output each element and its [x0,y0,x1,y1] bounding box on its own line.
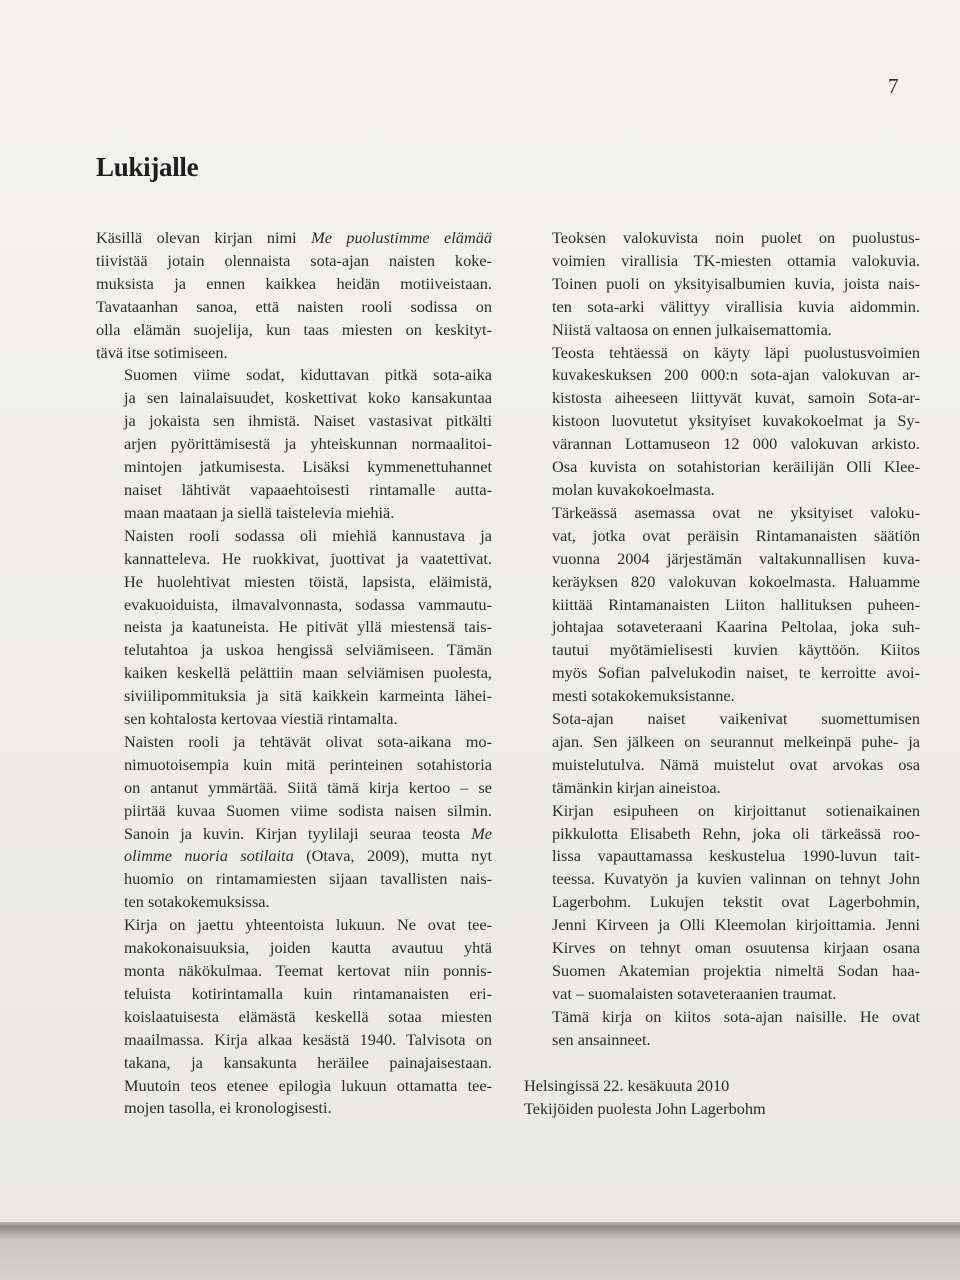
text-line: sen ansainneet. [552,1029,651,1049]
text-line: ja jokaista sen ihmistä. Naiset vastasivat pitkälti [124,411,492,431]
text-line: tiivistää jotain olennaista sota-ajan naisten koke- [96,250,492,270]
text-line: Käsillä olevan kirjan nimi Me puolustimme elämää [96,228,492,247]
text-line: kistoon luovutetut yksityiset kuvakokoelmat ja Sy- [552,411,920,431]
text-line: vat – suomalaisten sotaveteraanien traumat. [552,983,837,1003]
text-line: voimien virallisia TK-miesten ottamia valokuvia. [552,250,920,270]
text-line: Sota-ajan naiset vaikenivat suomettumisen [552,709,920,729]
right-text-body [524,227,920,1052]
text-line: sen kohtalosta kertovaa viestiä rintamalta. [124,709,398,729]
text-line: naiset lähtivät vapaaehtoisesti rintamalle autta- [124,479,492,499]
paragraph [96,914,492,1120]
text-line: keräyksen 820 valokuvan kokoelmasta. Haluamme [552,571,920,591]
text-line: Jenni Kirveen ja Olli Kleemolan kirjoittamia. Jenni [552,915,920,935]
paragraph [524,800,920,1006]
chapter-heading: Lukijalle [96,152,199,182]
page-edge-shadow [0,1222,960,1280]
text-line: Naisten rooli sodassa oli miehiä kannustava ja [124,525,492,545]
text-line: teluista kotirintamalla kuin rintamanaisten eri- [124,983,492,1003]
text-line: maan maataan ja siellä taistelevia miehiä. [124,502,395,522]
text-line: kistosta aiheeseen liittyvät kuvat, samoin Sota-ar- [552,388,920,408]
paragraph [524,227,920,342]
text-line: Niistä valtaosa on ennen julkaisemattomia. [552,319,832,339]
text-line: tävä itse sotimiseen. [96,342,228,362]
text-line: olla elämän suojelija, kun taas miesten on keskityt- [96,319,492,339]
text-line: Lagerbohm. Lukujen tekstit ovat Lagerbohmin, [552,892,920,912]
text-line: Sanoin ja kuvin. Kirjan tyylilaji seuraa teosta Me [124,823,492,843]
text-line: vat, jotka ovat peräisin Rintamanaisten säätiön [552,525,920,545]
right-text-column [524,227,920,1120]
text-line: Teosta tehtäessä on käyty läpi puolustusvoimien [552,342,920,362]
text-line: takana, ja kansakunta heräilee painajaisestaan. [124,1052,492,1072]
text-line: ten sotakokemuksissa. [124,892,270,912]
text-line: ja sen lainalaisuudet, koskettivat koko kansakuntaa [124,388,492,408]
text-line: siviilipommituksia ja sitä kaikkein karmeinta lähei- [124,686,492,706]
text-line: Naisten rooli ja tehtävät olivat sota-aikana mo- [124,731,492,751]
text-line: mintojen jatkumisesta. Lisäksi kymmenettuhannet [124,457,492,477]
text-line: kannatteleva. He ruokkivat, juottivat ja vaatettivat. [124,548,492,568]
signature-place-date: Helsingissä 22. kesäkuuta 2010 [524,1075,730,1095]
text-line: Suomen viime sodat, kiduttavan pitkä sota-aika [124,365,492,385]
paragraph [96,731,492,914]
text-line: mesti sotakokemuksistanne. [552,686,735,706]
text-line: telutahtoa ja uskoa hengissä selviämiseen. Tämän [124,640,492,660]
text-line: on antanut ymmärtää. Siitä tämä kirja kertoo – se [124,777,492,797]
text-line: kuvakeskuksen 200 000:n sota-ajan valokuvan ar- [552,365,920,385]
text-line: tämänkin kirjan aineistoa. [552,777,721,797]
text-line: Toinen puoli on yksityisalbumien kuvia, joista nais- [552,273,920,293]
text-line: monta näkökulmaa. Teemat kertovat niin ponnis- [124,961,492,980]
italic-title: Me [471,823,492,843]
text-line: He huolehtivat miesten töistä, lapsista, eläimistä, [124,571,492,591]
text-line: makokonaisuuksia, joiden kautta avautuu yhtä [124,938,492,958]
text-line: huomio on rintamamiesten sijaan tavallisten nais- [124,869,492,889]
text-line: ajan. Sen jälkeen on seurannut melkeinpä puhe- ja [552,731,920,751]
text-line: Kirja on jaettu yhteentoista lukuun. Ne ovat tee- [124,915,492,935]
text-line: pikkulotta Elisabeth Rehn, joka oli tärkeässä roo- [552,823,920,843]
paragraph [524,1006,920,1052]
paragraph [524,708,920,800]
paragraph [96,227,492,364]
text-line: teessa. Kuvatyön ja kuvien valinnan on tehnyt John [552,869,920,889]
text-line: Tärkeässä asemassa ovat ne yksityiset valoku- [552,502,920,522]
text-line: olimme nuoria sotilaita (Otava, 2009), mutta nyt [124,846,492,866]
paragraph [524,342,920,502]
page-number: 7 [888,74,899,98]
italic-title: olimme nuoria sotilaita [124,846,294,866]
text-line: evakuoiduista, ilmavalvonnasta, sodassa vammautu- [124,594,492,614]
text-line: Kirjan esipuheen on kirjoittanut sotienaikainen [552,800,920,820]
text-line: molan kuvakokoelmasta. [552,479,715,499]
signature-block [524,1075,920,1121]
text-line: Muutoin teos etenee epilogia lukuun ottamatta tee- [124,1075,492,1095]
paragraph [96,525,492,731]
paragraph [524,502,920,708]
italic-title: Me puolustimme elämää [311,228,492,247]
text-line: tautui myötämielisesti kuvien käyttöön. Kiitos [552,640,920,660]
text-line: Tämä kirja on kiitos sota-ajan naisille. He ovat [552,1006,920,1026]
text-line: Suomen Akatemian projektia nimeltä Sodan haa- [552,961,920,980]
text-line: kaiken keskellä pelättiin maan selviämisen puolesta, [124,663,492,683]
signature-author: Tekijöiden puolesta John Lagerbohm [524,1098,766,1118]
text-line: Osa kuvista on sotahistorian keräilijän Olli Klee- [552,457,920,477]
text-line: johtajaa sotaveteraani Kaarina Peltolaa, joka suh- [552,617,920,637]
text-line: nimuotoisempia kuin mitä perinteinen sotahistoria [124,754,492,774]
text-line: koislaatuisesta elämästä keskellä sotaa miesten [124,1006,492,1026]
text-line: mojen tasolla, ei kronologisesti. [124,1098,332,1118]
text-line: neista ja kaatuneista. He pitivät yllä miestensä tais- [124,617,492,637]
text-line: ten sota-arki välittyy virallisia kuvia aidommin. [552,296,920,316]
text-line: arjen pyörittämisestä ja yhteiskunnan normaalitoi- [124,434,492,454]
left-text-column [96,227,492,1120]
text-line: muksista ja ennen kaikkea heidän motiiveistaan. [96,273,492,293]
text-line: kiittää Rintamanaisten Liiton hallituksen puheen- [552,594,920,614]
text-line: maailmassa. Kirja alkaa kesästä 1940. Talvisota on [124,1029,492,1049]
text-line: Teoksen valokuvista noin puolet on puolustus- [552,228,920,247]
text-line: Kirves on tehnyt oman osuutensa kirjaan osana [552,938,920,958]
text-line: muistelutulva. Nämä muistelut ovat arvokas osa [552,754,920,774]
text-line: värannan Lottamuseon 12 000 valokuvan arkisto. [552,434,920,454]
text-line: lissa vapauttamassa keskustelua 1990-luvun tait- [552,846,920,866]
text-line: Tavataanhan sanoa, että naisten rooli sodissa on [96,296,492,316]
text-line: piirtää kuvaa Suomen viime sodista naisen silmin. [124,800,492,820]
text-line: myös Sofian palvelukodin naiset, te kerroitte avoi- [552,663,920,683]
text-line: vuonna 2004 järjestämän valtakunnallisen kuva- [552,548,920,568]
paragraph [96,364,492,524]
